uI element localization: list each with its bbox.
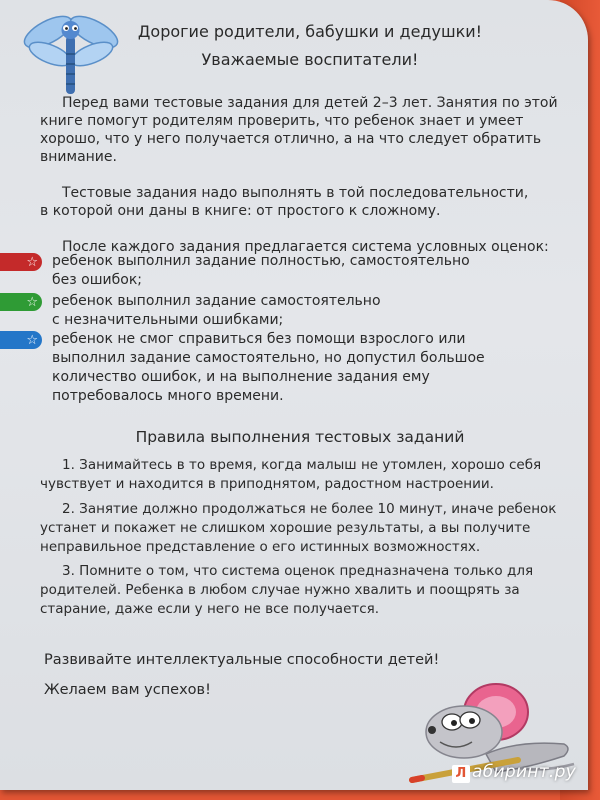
star-icon: ☆ bbox=[26, 254, 38, 270]
rules-title: Правила выполнения тестовых заданий bbox=[135, 428, 465, 446]
red-star-flag bbox=[0, 253, 42, 271]
sequence-paragraph bbox=[40, 184, 565, 220]
closing-line-2: Желаем вам успехов! bbox=[44, 682, 211, 698]
mark-line: выполнил задание самостоятельно, но допустил большое bbox=[52, 350, 485, 366]
sequence-line: в которой они даны в книге: от простого к сложному. bbox=[40, 203, 441, 219]
rule-line: старание, даже если у него не все получается. bbox=[40, 601, 380, 617]
mark-line: ребенок выполнил задание самостоятельно bbox=[52, 293, 381, 309]
intro-line: хорошо, что у него получается отлично, а на что следует обратить bbox=[40, 131, 542, 147]
intro-paragraph bbox=[40, 94, 565, 166]
green-star-flag bbox=[0, 293, 42, 311]
mark-line: ребенок не смог справиться без помощи взрослого или bbox=[52, 331, 466, 347]
rule-item bbox=[40, 500, 560, 557]
closing-line-1: Развивайте интеллектуальные способности детей! bbox=[44, 652, 440, 668]
labirint-logo-icon: Л bbox=[452, 765, 470, 783]
rule-line: 1. Занимайтесь в то время, когда малыш не утомлен, хорошо себя bbox=[62, 457, 542, 473]
watermark-text: абиринт.ру bbox=[472, 762, 577, 782]
intro-line: книге помогут родителям проверить, что ребенок знает и умеет bbox=[40, 113, 524, 129]
greeting-header bbox=[90, 18, 530, 74]
mark-text bbox=[52, 330, 552, 406]
mark-line: количество ошибок, и на выполнение задания ему bbox=[52, 369, 430, 385]
rule-line: родителей. Ребенка в любом случае нужно хвалить и поощрять за bbox=[40, 582, 520, 598]
intro-line: Перед вами тестовые задания для детей 2–3 лет. Занятия по этой bbox=[62, 95, 558, 111]
rule-item bbox=[40, 562, 560, 619]
rule-line: чувствует и находится в приподнятом, радостном настроении. bbox=[40, 476, 494, 492]
marks-intro: После каждого задания предлагается система условных оценок: bbox=[62, 239, 549, 255]
rule-line: 2. Занятие должно продолжаться не более 10 минут, иначе ребенок bbox=[62, 501, 557, 517]
mark-line: без ошибок; bbox=[52, 272, 142, 288]
mark-line: ребенок выполнил задание полностью, самостоятельно bbox=[52, 253, 470, 269]
greeting-line-1: Дорогие родители, бабушки и дедушки! bbox=[137, 22, 483, 41]
star-icon: ☆ bbox=[26, 332, 38, 348]
mark-text bbox=[52, 292, 552, 330]
rule-line: неправильное представление о его истинных возможностях. bbox=[40, 539, 481, 555]
rule-item bbox=[40, 456, 560, 494]
mark-line: потребовалось много времени. bbox=[52, 388, 284, 404]
rule-line: 3. Помните о том, что система оценок предназначена только для bbox=[62, 563, 534, 579]
greeting-line-2: Уважаемые воспитатели! bbox=[201, 50, 419, 69]
labirint-watermark bbox=[452, 762, 576, 783]
rule-line: устанет и покажет не слишком хорошие результаты, а вы получите bbox=[40, 520, 531, 536]
mark-line: с незначительными ошибками; bbox=[52, 312, 284, 328]
mark-text bbox=[52, 252, 552, 290]
intro-line: внимание. bbox=[40, 149, 117, 165]
sequence-line: Тестовые задания надо выполнять в той последовательности, bbox=[62, 185, 529, 201]
blue-star-flag bbox=[0, 331, 42, 349]
star-icon: ☆ bbox=[26, 294, 38, 310]
